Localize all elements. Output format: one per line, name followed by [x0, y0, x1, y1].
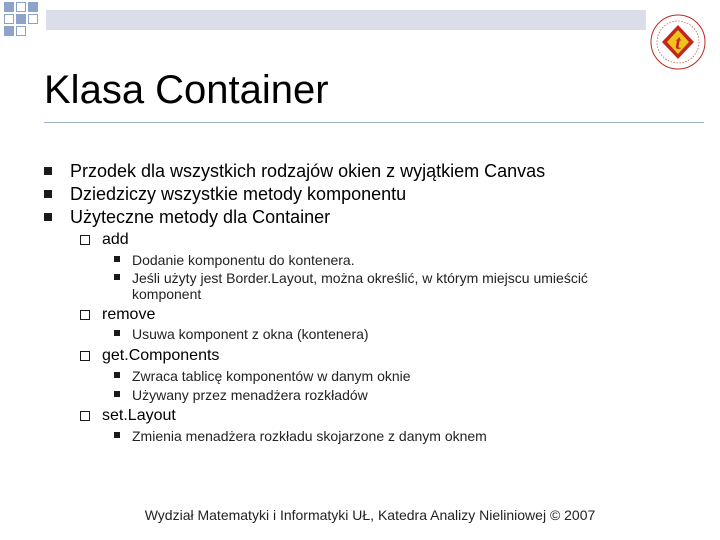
decor-square — [16, 26, 26, 36]
method-note-text: Używany przez menadżera rozkładów — [132, 387, 368, 403]
small-square-bullet-icon — [114, 391, 120, 397]
small-square-bullet-icon — [114, 256, 120, 262]
method-name: remove — [102, 306, 156, 323]
small-square-bullet-icon — [114, 330, 120, 336]
square-bullet-icon — [44, 167, 52, 175]
hollow-square-bullet-icon — [80, 411, 90, 421]
hollow-square-bullet-icon — [80, 351, 90, 361]
bullet-text: Dziedziczy wszystkie metody komponentu — [70, 184, 407, 204]
slide-title: Klasa Container — [44, 68, 329, 112]
university-logo-icon — [650, 14, 706, 70]
decor-square — [16, 14, 26, 24]
method-name: get.Components — [102, 347, 220, 364]
method-note-text: Zwraca tablicę komponentów w danym oknie — [132, 368, 411, 384]
method-note-text: Jeśli użyty jest Border.Layout, można określić, w którym miejscu umieścić komponent — [132, 270, 588, 302]
decor-square — [28, 2, 38, 12]
title-divider — [44, 122, 704, 123]
hollow-square-bullet-icon — [80, 310, 90, 320]
decor-square — [16, 2, 26, 12]
decor-square — [4, 26, 14, 36]
square-bullet-icon — [44, 213, 52, 221]
decor-square — [4, 2, 14, 12]
small-square-bullet-icon — [114, 432, 120, 438]
logo-letter: t — [675, 32, 681, 54]
small-square-bullet-icon — [114, 274, 120, 280]
method-note-text: Zmienia menadżera rozkładu skojarzone z danym oknem — [132, 428, 487, 444]
method-name: add — [102, 231, 129, 248]
bullet-text: Użyteczne metody dla Container — [70, 207, 331, 227]
header-band — [46, 10, 646, 30]
small-square-bullet-icon — [114, 372, 120, 378]
hollow-square-bullet-icon — [80, 235, 90, 245]
square-bullet-icon — [44, 190, 52, 198]
bullet-text: Przodek dla wszystkich rodzajów okien z wyjątkiem Canvas — [70, 161, 546, 181]
method-note-text: Dodanie komponentu do kontenera. — [132, 252, 355, 268]
method-note-text: Usuwa komponent z okna (kontenera) — [132, 326, 369, 342]
decor-square — [4, 14, 14, 24]
decor-square — [28, 14, 38, 24]
slide-footer: Wydział Matematyki i Informatyki UŁ, Katedra Analizy Nieliniowej © 2007 — [144, 507, 596, 523]
method-name: set.Layout — [102, 407, 176, 424]
